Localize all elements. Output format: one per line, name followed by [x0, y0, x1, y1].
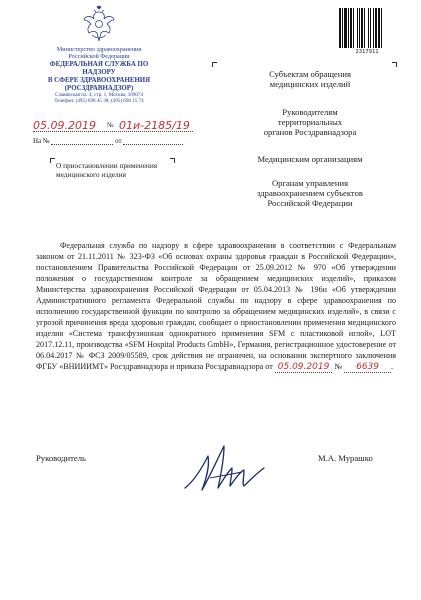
addressee-subjects: Субъектам обращения медицинских изделий: [269, 69, 351, 89]
order-date: 05.09.2019: [275, 362, 333, 373]
registration-line: [33, 119, 195, 134]
coat-of-arms-icon: [82, 5, 116, 45]
barcode-bar: [382, 8, 384, 48]
from-label: от: [115, 137, 122, 145]
signatory-name: М.А. Мурашко: [318, 453, 373, 463]
subject: О приостановлении применения медицинского изделия: [56, 161, 158, 179]
service-address: Славянская пл. 4, стр. 1, Москва, 109074 Телефон: (495) 698 45 38; (495) 698 15 74: [54, 92, 144, 105]
reg-no-label: №: [107, 121, 114, 129]
addressee-territorial: Руководителям территориальных органов Росздравнадзора: [263, 107, 357, 137]
body-text: Федеральная служба по надзору в сфере здравоохранения в соответствии с Федеральным законом от 21.11.2011 № 323-ФЗ «Об основах охраны здоровья граждан в Российской Федерации», постановлением Правительства Российской Федерации от 25.09.2012 № 970 «Об утверждении положения о государственном контроле за обращением медицинских изделий», приказом Министерства здравоохранения Российской Федерации от 05.04.2013 № 196н «Об утверждении Административного регламента Федеральной службы по надзору в сфере здравоохранения по исполнению государственной функции по контролю за обращением медицинских изделий», в связи с угрозой причинения вреда здоровью граждан, сообщает о приостановлении применения медицинского изделия «Система трансфузионная однократного применения SFM с пластиковой иглой», LOT 2017.12.11, производства «SFM Hospital Products GmbH», Германия, регистрационное удостоверение от 06.04.2017 № ФСЗ 2009/05589, срок действия не ограничен, на основании экспертного заключения ФГБУ «ВНИИИМТ» Росздравнадзора и приказа Росздравнадзора: [36, 241, 396, 371]
ministry-name: Министерство здравоохранения Российской Федерации: [56, 46, 142, 60]
body-from: от: [265, 362, 273, 371]
reg-date: 05.09.2019: [33, 119, 96, 132]
addressee-health-authorities: Органам управления здравоохранением субъектов Российской Федерации: [257, 178, 363, 208]
barcode: [339, 8, 395, 48]
barcode-number: 2317911: [355, 49, 379, 55]
letter-body: Федеральная служба по надзору в сфере здравоохранения в соответствии с Федеральным законом от 21.11.2011 № 323-ФЗ «Об основах охраны здоровья граждан в Российской Федерации», постановлением Правительства Российской Федерации от 25.09.2012 № 970 «Об утверждении положения о государственном контроле за обращением медицинских изделий», приказом Министерства здравоохранения Российской Федерации от 05.04.2013 № 196н «Об утверждении Административного регламента Федеральной службы по надзору в сфере здравоохранения по исполнению государственной функции по контролю за обращением медицинских изделий», в связи с угрозой причинения вреда здоровью граждан, сообщает о приостановлении применения медицинского изделия «Система трансфузионная однократного применения SFM с пластиковой иглой», LOT 2017.12.11, производства «SFM Hospital Products GmbH», Германия, регистрационное удостоверение от 06.04.2017 № ФСЗ 2009/05589, срок действия не ограничен, на основании экспертного заключения ФГБУ «ВНИИИМТ» Росздравнадзора и приказа Росздравнадзора от 05.09.2019 № 6639 .: [36, 241, 396, 372]
addressee-medical: Медицинским организациям: [257, 154, 363, 164]
handwritten-signature-icon: [180, 438, 275, 498]
service-name: ФЕДЕРАЛЬНАЯ СЛУЖБА ПО НАДЗОРУ В СФЕРЕ ЗДРАВООХРАНЕНИЯ (РОСЗДРАВНАДЗОР): [47, 61, 151, 92]
body-no: №: [334, 362, 343, 371]
on-no-label: На №: [33, 137, 50, 145]
reference-line: [33, 136, 183, 145]
reg-number: 01и-2185/19: [119, 119, 190, 132]
order-number: 6639: [344, 362, 391, 373]
signatory-role: Руководитель: [36, 453, 86, 463]
